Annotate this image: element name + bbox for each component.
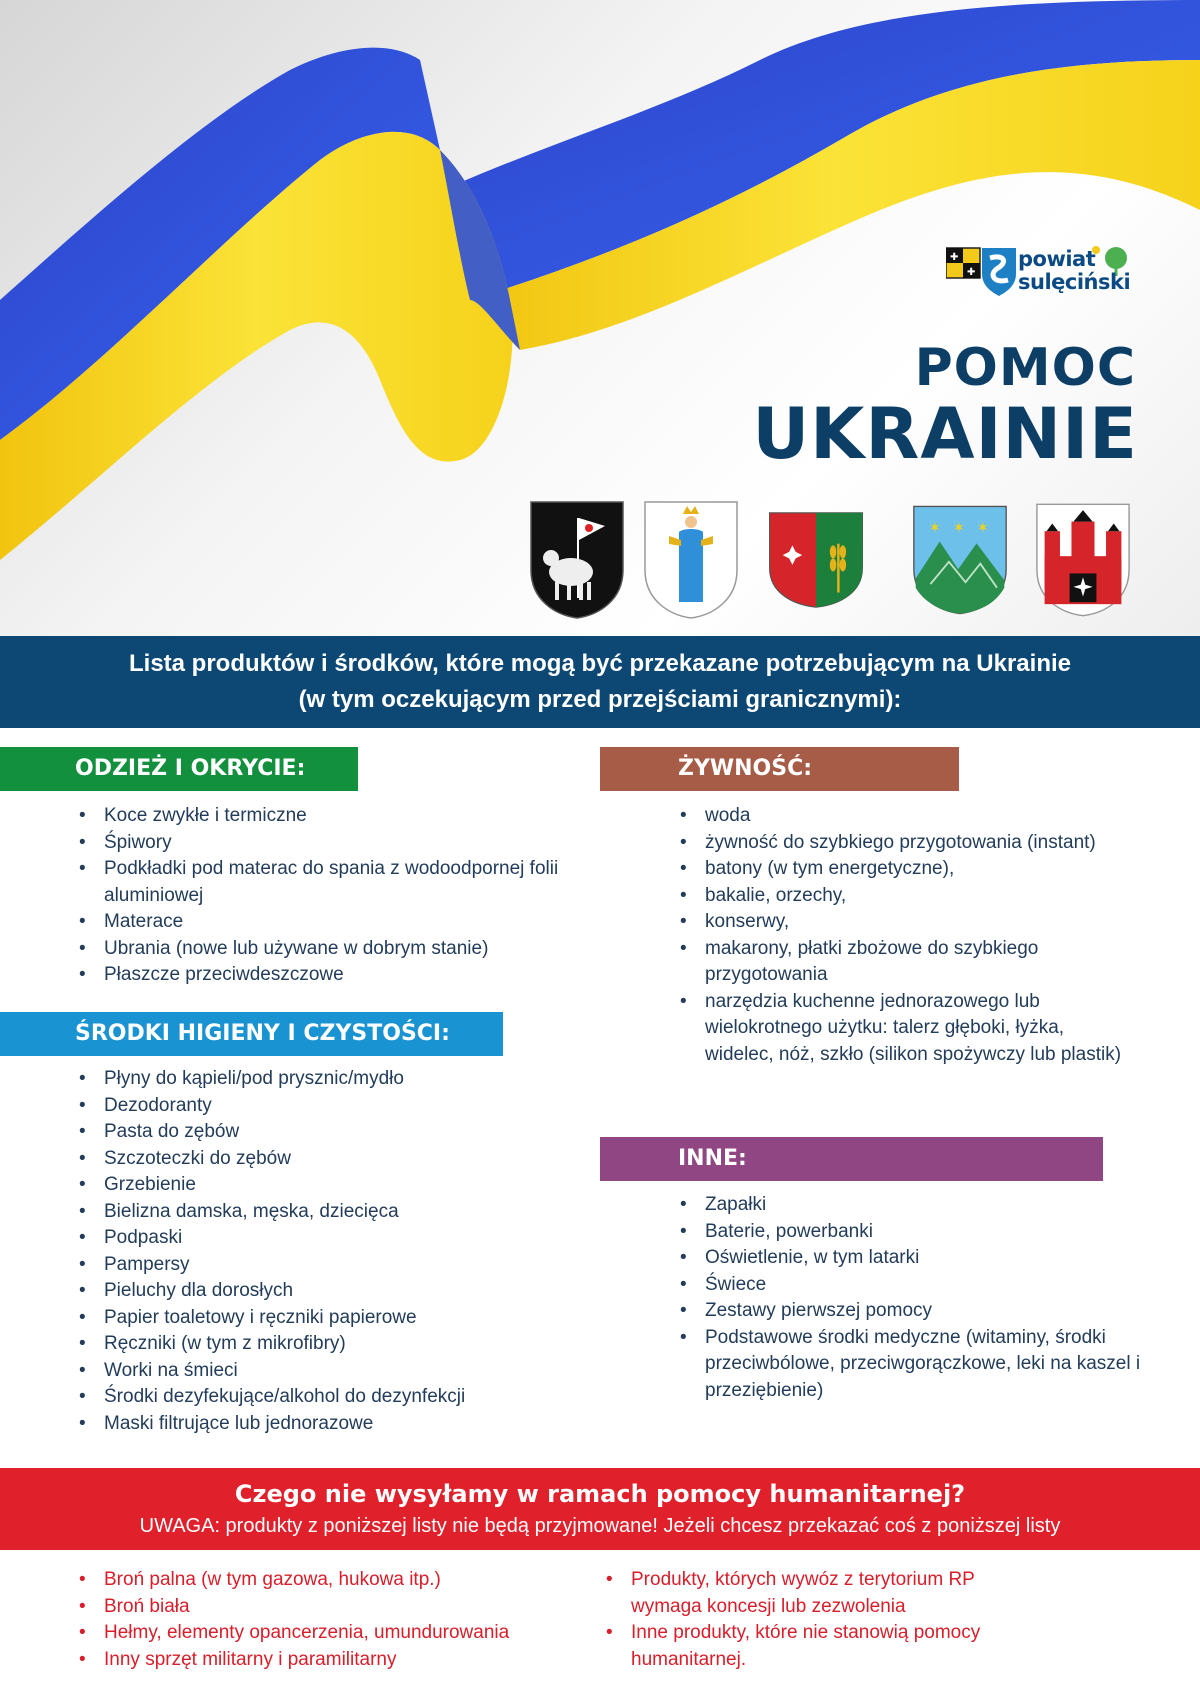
list-item: • batony (w tym energetyczne),: [676, 856, 1166, 883]
hero-section: [0, 0, 1200, 636]
banner-line2: (w tym oczekującym przed przejściami granicznymi):: [298, 686, 902, 713]
svg-text:✚: ✚: [967, 267, 976, 278]
title-line2: UKRAINIE: [752, 393, 1138, 475]
list-item: • Płaszcze przeciwdeszczowe: [75, 962, 575, 989]
list-item: • Szczoteczki do zębów: [75, 1146, 575, 1173]
section-heading-hygiene: ŚRODKI HIGIENY I CZYSTOŚCI:: [0, 1012, 503, 1056]
list-clothing: [75, 803, 575, 989]
list-item: • woda: [676, 803, 1166, 830]
list-item: • Podpaski: [75, 1225, 575, 1252]
list-item: • Podstawowe środki medyczne (witaminy, środki przeciwbólowe, przeciwgorączkowe, leki na kaszel i przeziębienie): [676, 1325, 1176, 1405]
list-item: • Ubrania (nowe lub używane w dobrym stanie): [75, 936, 575, 963]
list-item: • Pasta do zębów: [75, 1119, 575, 1146]
list-item: • Zapałki: [676, 1192, 1176, 1219]
banner-line1: Lista produktów i środków, które mogą być przekazane potrzebującym na Ukrainie: [128, 650, 1071, 677]
powiat-logo-text: [1018, 248, 1130, 294]
list-item: • Broń palna (w tym gazowa, hukowa itp.): [75, 1567, 575, 1594]
warning-subtitle: UWAGA: produkty z poniższej listy nie będą przyjmowane! Jeżeli chcesz przekazać coś z poniższej listy: [139, 1515, 1061, 1537]
list-item: • żywność do szybkiego przygotowania (instant): [676, 830, 1166, 857]
list-item: • Koce zwykłe i termiczne: [75, 803, 575, 830]
list-item: • Materace: [75, 909, 575, 936]
list-item: • Inne produkty, które nie stanowią pomocy humanitarnej.: [602, 1620, 1021, 1673]
brand-line1: powiat: [1018, 247, 1096, 271]
list-item: • Ręczniki (w tym z mikrofibry): [75, 1331, 575, 1358]
warning-title: Czego nie wysyłamy w ramach pomocy humanitarnej?: [234, 1480, 966, 1508]
list-item: • narzędzia kuchenne jednorazowego lub wielokrotnego użytku: talerz głęboki, łyżka, widelec, nóż, szkło (silikon spożywczy lub plastik): [676, 989, 1125, 1069]
mountains-stars-crest-icon: [912, 500, 1008, 620]
list-prohibited-right: [602, 1567, 1042, 1673]
list-item: • Grzebienie: [75, 1172, 575, 1199]
svg-text:✚: ✚: [950, 252, 959, 263]
svg-text:✶: ✶: [928, 519, 941, 537]
list-item: • Produkty, których wywóz z terytorium RP wymaga koncesji lub zezwolenia: [602, 1567, 1021, 1620]
brand-line2: sulęciński: [1018, 270, 1131, 294]
list-item: • bakalie, orzechy,: [676, 883, 1166, 910]
list-hygiene: [75, 1066, 575, 1437]
title-line1: POMOC: [914, 338, 1136, 398]
list-item: • Pampersy: [75, 1252, 575, 1279]
svg-text:✶: ✶: [976, 519, 989, 537]
madonna-crest-icon: [643, 500, 739, 620]
list-item: • Oświetlenie, w tym latarki: [676, 1245, 1176, 1272]
list-food: [676, 803, 1166, 1068]
list-item: • Podkładki pod materac do spania z wodoodpornej folii aluminiowej: [75, 856, 584, 909]
list-item: • Maski filtrujące lub jednorazowe: [75, 1411, 575, 1438]
list-item: • Środki dezyfekujące/alkohol do dezynfekcji: [75, 1384, 575, 1411]
list-item: • Inny sprzęt militarny i paramilitarny: [75, 1647, 575, 1674]
section-heading-food: ŻYWNOŚĆ:: [600, 747, 959, 791]
list-item: • makarony, płatki zbożowe do szybkiego przygotowania: [676, 936, 1105, 989]
lamb-crest-icon: [529, 500, 625, 620]
list-prohibited-left: [75, 1567, 575, 1673]
list-item: • Bielizna damska, męska, dziecięca: [75, 1199, 575, 1226]
cross-wheat-crest-icon: [768, 500, 864, 620]
list-item: • Baterie, powerbanki: [676, 1219, 1176, 1246]
list-item: • Płyny do kąpieli/pod prysznic/mydło: [75, 1066, 575, 1093]
section-heading-other: INNE:: [600, 1137, 1103, 1181]
list-item: • konserwy,: [676, 909, 1166, 936]
list-item: • Zestawy pierwszej pomocy: [676, 1298, 1176, 1325]
list-item: • Dezodoranty: [75, 1093, 575, 1120]
list-item: • Papier toaletowy i ręczniki papierowe: [75, 1305, 575, 1332]
list-item: • Śpiwory: [75, 830, 575, 857]
list-other: [676, 1192, 1176, 1404]
castle-crest-icon: [1035, 500, 1131, 620]
warning-banner: [0, 1468, 1200, 1550]
list-item: • Hełmy, elementy opancerzenia, umundurowania: [75, 1620, 575, 1647]
list-item: • Broń biała: [75, 1594, 575, 1621]
list-item: • Pieluchy dla dorosłych: [75, 1278, 575, 1305]
list-item: • Worki na śmieci: [75, 1358, 575, 1385]
list-item: • Świece: [676, 1272, 1176, 1299]
section-heading-clothing: ODZIEŻ I OKRYCIE:: [0, 747, 358, 791]
list-intro-banner: [0, 636, 1200, 728]
svg-text:✶: ✶: [952, 519, 965, 537]
